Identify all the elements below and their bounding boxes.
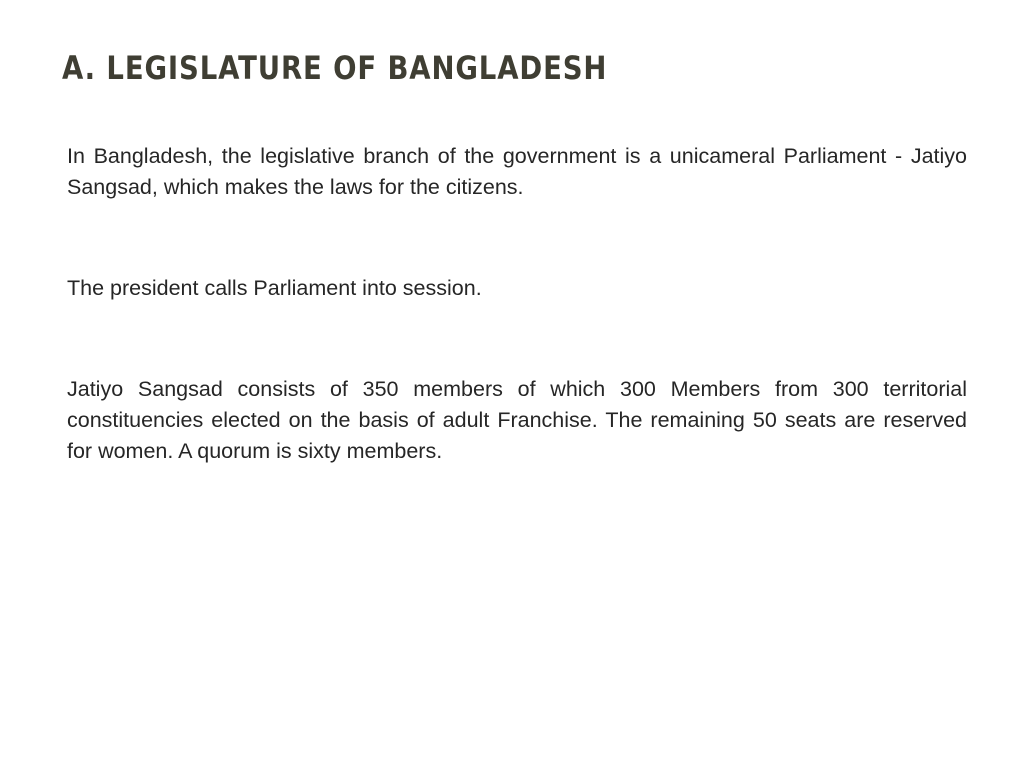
slide-body bbox=[67, 141, 967, 467]
paragraph-president-session: The president calls Parliament into session. bbox=[67, 276, 482, 300]
paragraph-unicameral-parliament: In Bangladesh, the legislative branch of the government is a unicameral Parliament - Jatiyo Sangsad, which makes the laws for the citizens. bbox=[67, 144, 967, 199]
slide-title: A. LEGISLATURE OF BANGLADESH bbox=[62, 49, 608, 87]
paragraph-sangsad-members: Jatiyo Sangsad consists of 350 members of which 300 Members from 300 territorial constituencies elected on the basis of adult Franchise. The remaining 50 seats are reserved for women. A quorum is sixty members. bbox=[67, 377, 967, 463]
